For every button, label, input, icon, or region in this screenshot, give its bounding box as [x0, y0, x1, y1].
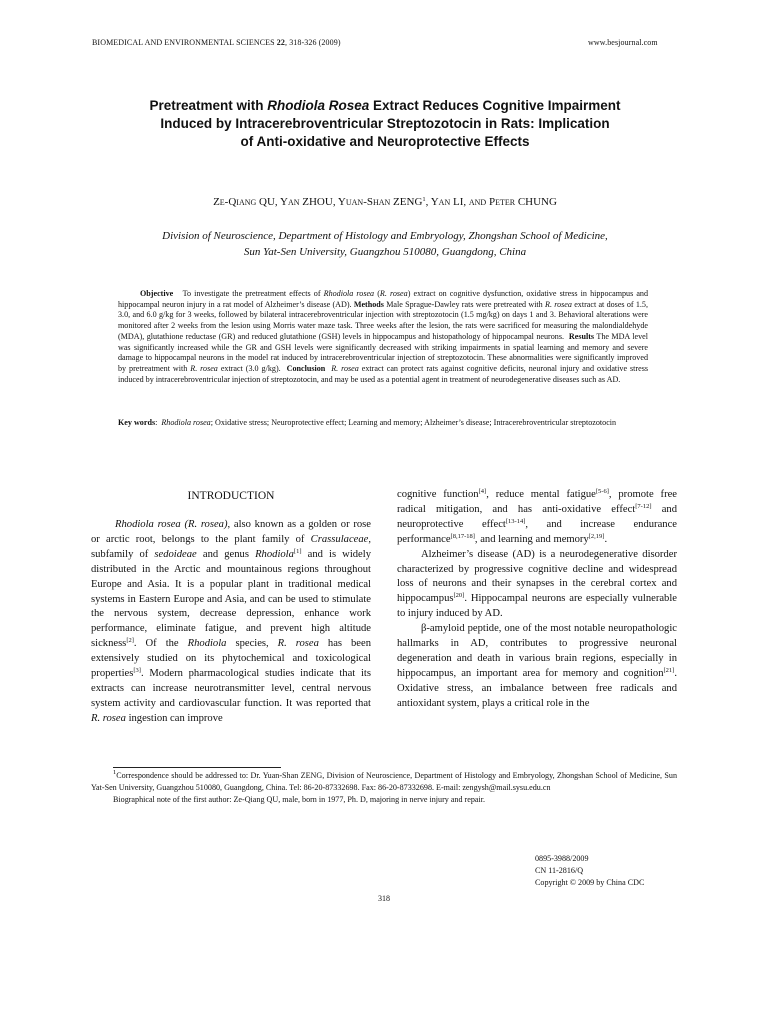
affiliation-line: Division of Neuroscience, Department of Histology and Embryology, Zhongshan School of Medicine,: [162, 230, 608, 242]
abstract-text: (: [374, 289, 380, 298]
citation: [1]: [293, 547, 302, 555]
citation: [2,19]: [588, 532, 605, 540]
keywords-table: [118, 417, 616, 428]
abstract-species: R. rosea: [545, 299, 572, 309]
abstract-species: Rhodiola rosea: [323, 289, 375, 298]
citation: [5-6]: [595, 488, 609, 495]
footnote-correspondence: [91, 770, 677, 794]
species-name: R. rosea: [277, 638, 319, 650]
journal-pages-year: , 318-326 (2009): [285, 38, 341, 47]
page-number: 318: [378, 894, 390, 903]
body-text: Alzheimer’s disease (AD) is a neurodegenerative disorder characterized by progressive cognitive decline and widespread loss of neurons and their synapses in the cerebral cortex and hippocampus: [397, 548, 677, 605]
body-text: , and learning and memory: [474, 533, 589, 545]
citation: [4]: [478, 488, 487, 495]
issn-block: [535, 853, 644, 889]
title-part: Extract Reduces Cognitive Impairment: [369, 98, 621, 113]
abstract-text: Male Sprague-Dawley rats were pretreated with: [386, 299, 545, 309]
author: , Yan LI,: [425, 196, 469, 208]
species-name: Crassulaceae: [310, 533, 369, 545]
abstract-text: ) extract on cognitive dysfunction, oxidative stress in hippocampus and hippocampal neuron injury in a rat model of Alzheimer’s disease (AD).: [118, 289, 649, 309]
body-column-left: [91, 518, 371, 727]
abstract-text: The MDA level was significantly increased while the GR and GSH levels were significantly decreased with striking impairments in spatial learning and memory and severe damage to hippocampal neurons in the model rat induced by intracerebroventricular injection of streptozotocin. These abnormalities were significantly improved by pretreatment with: [118, 331, 648, 373]
footnote-rule: [113, 767, 281, 768]
abstract-results-label: Results: [568, 331, 595, 341]
body-text: . Oxidative stress, an imbalance between free radicals and antioxidant system, plays a critical role in the: [397, 667, 677, 709]
journal-website: www.besjournal.com: [588, 38, 658, 47]
citation: [13-14]: [505, 517, 526, 525]
cn-number: CN 11-2816/Q: [535, 866, 584, 875]
footnotes: [91, 770, 677, 806]
abstract-species: R. rosea: [379, 289, 408, 298]
footnote-mark: 1: [113, 769, 117, 776]
keywords-label: Key words: [118, 418, 156, 427]
abstract-objective-label: Objective: [140, 289, 174, 298]
keywords: [118, 417, 648, 428]
abstract-species: R. rosea: [190, 363, 218, 373]
abstract-conclusion-label: Conclusion: [286, 363, 326, 373]
title-species: Rhodiola Rosea: [267, 98, 370, 113]
author: Ze-Qiang QU,: [213, 196, 281, 208]
citation: [2]: [126, 637, 134, 645]
journal-volume: 22: [276, 38, 285, 47]
body-text: species,: [226, 638, 278, 650]
citation: [7-12]: [635, 502, 652, 510]
body-column-right: [397, 488, 677, 712]
running-header-journal: [92, 38, 341, 47]
citation: [8,17-18]: [450, 532, 475, 540]
species-name: Rhodiola: [187, 638, 227, 650]
citation: [3]: [133, 667, 141, 675]
body-text: β-amyloid peptide, one of the most notable neuropathologic hallmarks in AD, contributes to progressive neuronal degeneration and death in various brain regions, especially in hippocampus, an important area for memory and cognition: [397, 623, 677, 679]
paragraph: [397, 622, 677, 711]
body-text: and neuroprotective effect: [397, 503, 677, 530]
citation: [20]: [453, 592, 465, 600]
title-line: of Anti-oxidative and Neuroprotective Effects: [240, 134, 530, 149]
title-part: Pretreatment with: [149, 98, 268, 113]
keywords-text: ; Oxidative stress; Neuroprotective effect; Learning and memory; Alzheimer’s disease; Intracerebroventricular streptozotocin: [210, 418, 617, 427]
abstract-text: To investigate the pretreatment effects of: [182, 289, 324, 298]
footnote-biography: [91, 794, 677, 806]
affiliation: [90, 228, 680, 260]
paragraph: [397, 488, 677, 548]
body-text: and genus: [196, 548, 256, 560]
paragraph: [91, 518, 371, 727]
affiliation-line: Sun Yat-Sen University, Guangzhou 510080, Guangdong, China: [243, 246, 527, 258]
paragraph: [397, 548, 677, 623]
body-text: .: [604, 533, 608, 545]
abstract-text: extract at doses of 1.5, 3.0, and 6.0 g/kg for 3 weeks, followed by bilateral intracerebroventricular injection with streptozotocin (1.5 mg/kg) on days 1 and 3. Behavioral alterations were monitored after 2 weeks from the lesion using Morris water maze task. Three weeks after the lesion, the rats were sacrificed for measuring the malondialdehyde (MDA), glutathione reductase (GR) and reduced glutathione (GSH) levels in hippocampus and histopathology of hippocampal neurons.: [118, 299, 648, 341]
body-text: cognitive function: [397, 489, 479, 500]
author: Yan ZHOU,: [280, 196, 338, 208]
body-text: , promote free radical mitigation, and has anti-oxidative effect: [397, 489, 678, 515]
issn: 0895-3988/2009: [535, 854, 589, 863]
keywords-list: [161, 417, 616, 428]
author-list: [90, 196, 680, 208]
abstract: [118, 289, 648, 385]
section-heading-introduction: INTRODUCTION: [187, 490, 275, 502]
journal-name: BIOMEDICAL AND ENVIRONMENTAL SCIENCES: [92, 38, 275, 47]
body-text: has been extensively studied on its phytochemical and toxicological properties: [91, 638, 371, 680]
abstract-methods-label: Methods: [353, 299, 384, 309]
keyword-species: Rhodiola rosea: [161, 418, 211, 427]
abstract-species: R. rosea: [331, 363, 359, 373]
author-footnote-mark: 1: [422, 196, 426, 203]
species-name: Rhodiola rosea (R. rosea): [115, 519, 228, 530]
body-text: , and increase endurance performance: [397, 518, 677, 545]
body-text: , subfamily of: [91, 533, 371, 560]
species-name: R. rosea: [91, 712, 126, 724]
author: and Peter CHUNG: [468, 196, 557, 208]
body-text: . Modern pharmacological studies indicate that its extracts can increase neurotransmitter level, central nervous system activity and cardiovascular function. It was reported that: [91, 668, 371, 709]
body-text: , also known as a golden or rose or arctic root, belongs to the plant family of: [91, 519, 371, 545]
body-text: , reduce mental fatigue: [486, 489, 596, 500]
footnote-text: Correspondence should be addressed to: Dr. Yuan-Shan ZENG, Division of Neuroscience, Department of Histology and Embryology, Zhongshan School of Medicine, Sun Yat-Sen University, Guangzhou 510080, Guangdong, China. Tel: 86-20-87332698. Fax: 86-20-87332698. E-mail: zengysh@mail.sysu.edu.cn: [91, 771, 677, 792]
body-text: and is widely distributed in the Arctic and mountainous regions throughout Europe and Asia. It is a popular plant in traditional medical systems in Eastern Europe and Asia, and can be used to stimulate the nervous system, decrease depression, enhance work performance, eliminate fatigue, and prevent high altitude sickness: [91, 548, 371, 650]
body-text: ingestion can improve: [125, 712, 223, 724]
footnote-text: Biographical note of the first author: Ze-Qiang QU, male, born in 1977, Ph. D, majoring in nerve injury and repair.: [113, 795, 485, 804]
species-name: sedoideae: [154, 548, 197, 560]
abstract-text: extract can protect rats against cognitive deficits, neuronal injury and oxidative stress induced by intracerebroventricular injection of streptozotocin, and may be used as a potential agent in treatment of neurodegenerative diseases such as AD.: [118, 363, 649, 384]
body-text: . Hippocampal neurons are especially vulnerable to injury induced by AD.: [397, 593, 677, 620]
copyright: Copyright © 2009 by China CDC: [535, 878, 645, 887]
keywords-label-cell: Key words:: [118, 418, 158, 427]
species-name: Rhodiola: [255, 548, 294, 560]
citation: [21]: [663, 666, 675, 674]
author: Yuan-Shan ZENG: [337, 196, 423, 208]
title-line: Induced by Intracerebroventricular Streptozotocin in Rats: Implication: [160, 116, 610, 131]
paper-title: [90, 97, 680, 151]
abstract-text: extract (3.0 g/kg).: [217, 363, 281, 373]
body-text: . Of the: [133, 638, 188, 650]
